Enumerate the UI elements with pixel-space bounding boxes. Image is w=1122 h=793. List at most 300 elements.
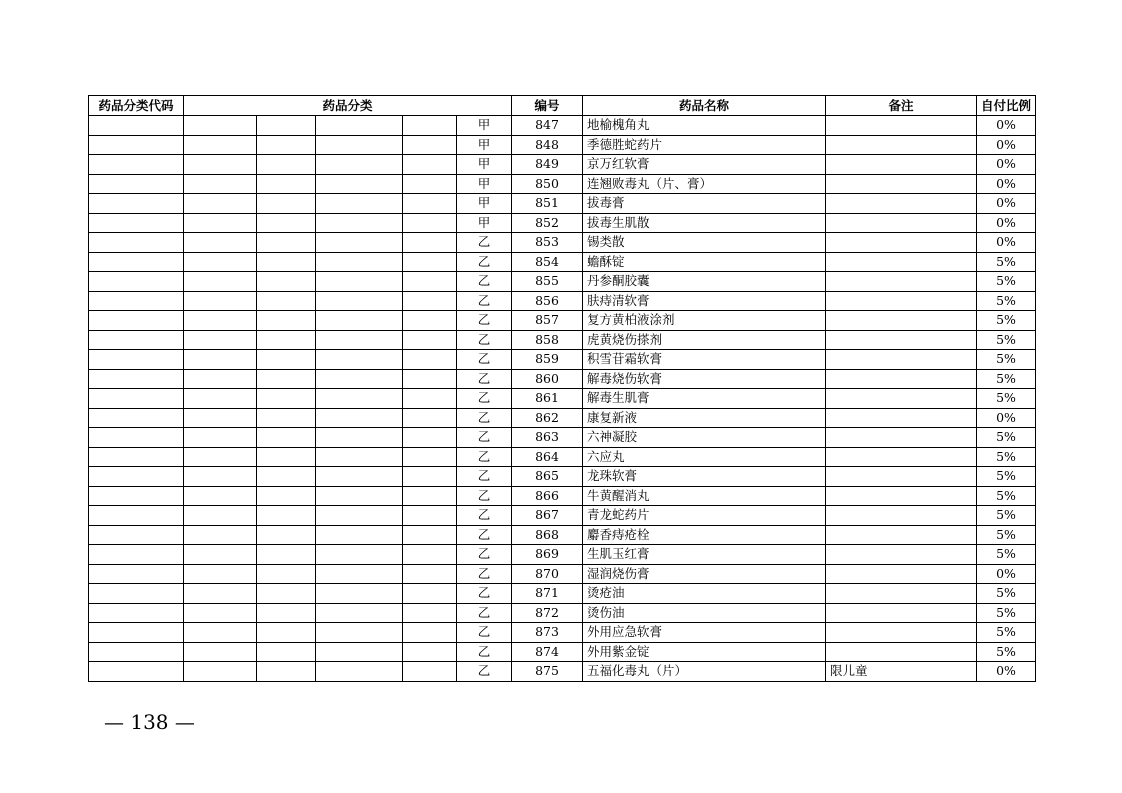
cell-category-3	[316, 584, 403, 604]
cell-category-3	[316, 174, 403, 194]
cell-number: 862	[512, 408, 583, 428]
table-row	[89, 408, 1036, 428]
cell-category-3	[316, 116, 403, 136]
cell-category-2	[257, 642, 316, 662]
cell-grade: 乙	[457, 272, 512, 292]
cell-copay: 0%	[977, 564, 1036, 584]
cell-remark	[826, 545, 977, 565]
cell-number: 853	[512, 233, 583, 253]
cell-category-1	[184, 330, 257, 350]
cell-name: 六应丸	[583, 447, 826, 467]
cell-category-2	[257, 311, 316, 331]
cell-copay: 5%	[977, 506, 1036, 526]
cell-copay: 5%	[977, 330, 1036, 350]
cell-grade: 甲	[457, 174, 512, 194]
cell-code	[89, 584, 184, 604]
cell-code	[89, 623, 184, 643]
cell-name: 湿润烧伤膏	[583, 564, 826, 584]
cell-remark	[826, 525, 977, 545]
table-row	[89, 564, 1036, 584]
table-row	[89, 662, 1036, 682]
cell-category-1	[184, 194, 257, 214]
cell-copay: 5%	[977, 525, 1036, 545]
cell-copay: 0%	[977, 213, 1036, 233]
cell-category-4	[403, 506, 457, 526]
cell-category-1	[184, 116, 257, 136]
cell-remark	[826, 116, 977, 136]
cell-category-1	[184, 135, 257, 155]
cell-code	[89, 291, 184, 311]
cell-code	[89, 662, 184, 682]
cell-remark	[826, 584, 977, 604]
cell-grade: 乙	[457, 584, 512, 604]
table-row	[89, 291, 1036, 311]
cell-remark	[826, 213, 977, 233]
table-row	[89, 155, 1036, 175]
cell-category-2	[257, 545, 316, 565]
cell-name: 蟾酥锭	[583, 252, 826, 272]
cell-category-4	[403, 428, 457, 448]
table-row	[89, 486, 1036, 506]
table-row	[89, 213, 1036, 233]
cell-copay: 5%	[977, 389, 1036, 409]
cell-copay: 5%	[977, 291, 1036, 311]
cell-category-2	[257, 506, 316, 526]
cell-category-4	[403, 603, 457, 623]
cell-number: 856	[512, 291, 583, 311]
cell-grade: 乙	[457, 389, 512, 409]
cell-copay: 5%	[977, 545, 1036, 565]
cell-copay: 0%	[977, 408, 1036, 428]
cell-remark	[826, 389, 977, 409]
cell-code	[89, 194, 184, 214]
table-row	[89, 545, 1036, 565]
cell-category-4	[403, 155, 457, 175]
cell-category-3	[316, 389, 403, 409]
cell-category-2	[257, 116, 316, 136]
cell-category-1	[184, 155, 257, 175]
cell-copay: 5%	[977, 272, 1036, 292]
cell-code	[89, 642, 184, 662]
cell-code	[89, 272, 184, 292]
cell-number: 864	[512, 447, 583, 467]
cell-grade: 乙	[457, 330, 512, 350]
cell-copay: 5%	[977, 252, 1036, 272]
cell-category-3	[316, 447, 403, 467]
cell-category-4	[403, 272, 457, 292]
cell-grade: 乙	[457, 623, 512, 643]
cell-category-4	[403, 135, 457, 155]
cell-copay: 5%	[977, 447, 1036, 467]
cell-category-1	[184, 545, 257, 565]
cell-category-4	[403, 291, 457, 311]
cell-category-4	[403, 525, 457, 545]
cell-number: 866	[512, 486, 583, 506]
table-row	[89, 467, 1036, 487]
cell-number: 875	[512, 662, 583, 682]
cell-code	[89, 330, 184, 350]
cell-grade: 甲	[457, 155, 512, 175]
cell-number: 847	[512, 116, 583, 136]
cell-number: 871	[512, 584, 583, 604]
cell-category-4	[403, 467, 457, 487]
cell-category-2	[257, 525, 316, 545]
cell-grade: 甲	[457, 135, 512, 155]
cell-remark	[826, 330, 977, 350]
cell-category-2	[257, 174, 316, 194]
cell-code	[89, 233, 184, 253]
cell-category-1	[184, 623, 257, 643]
cell-category-4	[403, 623, 457, 643]
cell-category-2	[257, 291, 316, 311]
cell-code	[89, 428, 184, 448]
cell-category-3	[316, 330, 403, 350]
table-row	[89, 428, 1036, 448]
cell-category-4	[403, 233, 457, 253]
cell-category-1	[184, 369, 257, 389]
cell-category-1	[184, 447, 257, 467]
cell-copay: 0%	[977, 662, 1036, 682]
table-body	[89, 116, 1036, 682]
page-number: — 138 —	[104, 710, 195, 734]
cell-category-1	[184, 662, 257, 682]
table-row	[89, 603, 1036, 623]
cell-category-2	[257, 408, 316, 428]
cell-category-3	[316, 350, 403, 370]
cell-name: 拔毒生肌散	[583, 213, 826, 233]
cell-category-4	[403, 662, 457, 682]
cell-category-4	[403, 311, 457, 331]
cell-name: 青龙蛇药片	[583, 506, 826, 526]
cell-category-1	[184, 564, 257, 584]
cell-remark	[826, 369, 977, 389]
cell-category-3	[316, 564, 403, 584]
cell-category-4	[403, 389, 457, 409]
cell-category-3	[316, 545, 403, 565]
cell-category-2	[257, 584, 316, 604]
cell-category-4	[403, 369, 457, 389]
cell-remark	[826, 155, 977, 175]
cell-copay: 5%	[977, 428, 1036, 448]
cell-copay: 5%	[977, 350, 1036, 370]
cell-grade: 甲	[457, 194, 512, 214]
cell-number: 859	[512, 350, 583, 370]
cell-number: 867	[512, 506, 583, 526]
cell-grade: 乙	[457, 369, 512, 389]
cell-category-2	[257, 603, 316, 623]
cell-category-4	[403, 194, 457, 214]
cell-grade: 乙	[457, 545, 512, 565]
cell-code	[89, 174, 184, 194]
cell-name: 连翘败毒丸（片、膏）	[583, 174, 826, 194]
table-row	[89, 642, 1036, 662]
cell-category-1	[184, 311, 257, 331]
cell-grade: 乙	[457, 486, 512, 506]
cell-number: 860	[512, 369, 583, 389]
cell-number: 855	[512, 272, 583, 292]
cell-grade: 甲	[457, 213, 512, 233]
cell-name: 锡类散	[583, 233, 826, 253]
cell-number: 873	[512, 623, 583, 643]
cell-number: 852	[512, 213, 583, 233]
cell-name: 季德胜蛇药片	[583, 135, 826, 155]
drug-table	[88, 95, 1036, 682]
cell-name: 烫疮油	[583, 584, 826, 604]
cell-copay: 0%	[977, 116, 1036, 136]
cell-copay: 0%	[977, 194, 1036, 214]
cell-category-2	[257, 135, 316, 155]
cell-category-1	[184, 467, 257, 487]
cell-category-3	[316, 311, 403, 331]
cell-category-4	[403, 642, 457, 662]
cell-category-1	[184, 174, 257, 194]
cell-category-2	[257, 272, 316, 292]
cell-number: 858	[512, 330, 583, 350]
cell-category-4	[403, 564, 457, 584]
cell-category-1	[184, 252, 257, 272]
cell-name: 五福化毒丸（片）	[583, 662, 826, 682]
cell-code	[89, 116, 184, 136]
cell-category-2	[257, 662, 316, 682]
table-row	[89, 194, 1036, 214]
cell-category-1	[184, 408, 257, 428]
cell-category-2	[257, 564, 316, 584]
cell-number: 848	[512, 135, 583, 155]
cell-category-1	[184, 642, 257, 662]
table-row	[89, 506, 1036, 526]
cell-code	[89, 603, 184, 623]
cell-remark	[826, 623, 977, 643]
cell-category-4	[403, 447, 457, 467]
cell-name: 六神凝胶	[583, 428, 826, 448]
cell-category-4	[403, 174, 457, 194]
cell-category-2	[257, 155, 316, 175]
cell-code	[89, 369, 184, 389]
header-number: 编号	[512, 96, 583, 116]
table-row	[89, 350, 1036, 370]
cell-category-4	[403, 252, 457, 272]
table-row	[89, 623, 1036, 643]
cell-remark	[826, 135, 977, 155]
cell-category-3	[316, 194, 403, 214]
cell-category-2	[257, 428, 316, 448]
cell-number: 874	[512, 642, 583, 662]
cell-category-1	[184, 584, 257, 604]
cell-grade: 甲	[457, 116, 512, 136]
cell-copay: 0%	[977, 174, 1036, 194]
cell-category-2	[257, 252, 316, 272]
cell-number: 850	[512, 174, 583, 194]
cell-copay: 5%	[977, 467, 1036, 487]
cell-name: 复方黄柏液涂剂	[583, 311, 826, 331]
cell-copay: 0%	[977, 155, 1036, 175]
cell-remark: 限儿童	[826, 662, 977, 682]
cell-remark	[826, 564, 977, 584]
cell-code	[89, 252, 184, 272]
cell-grade: 乙	[457, 291, 512, 311]
table-row	[89, 584, 1036, 604]
header-remark: 备注	[826, 96, 977, 116]
cell-category-3	[316, 233, 403, 253]
cell-category-2	[257, 213, 316, 233]
cell-name: 龙珠软膏	[583, 467, 826, 487]
cell-category-2	[257, 447, 316, 467]
cell-category-3	[316, 252, 403, 272]
cell-category-3	[316, 213, 403, 233]
cell-number: 851	[512, 194, 583, 214]
cell-grade: 乙	[457, 408, 512, 428]
cell-name: 解毒烧伤软膏	[583, 369, 826, 389]
cell-category-4	[403, 584, 457, 604]
cell-category-4	[403, 408, 457, 428]
cell-category-3	[316, 428, 403, 448]
cell-category-1	[184, 506, 257, 526]
cell-category-1	[184, 272, 257, 292]
cell-category-4	[403, 116, 457, 136]
cell-name: 积雪苷霜软膏	[583, 350, 826, 370]
cell-category-3	[316, 272, 403, 292]
cell-number: 872	[512, 603, 583, 623]
table-row	[89, 174, 1036, 194]
cell-remark	[826, 272, 977, 292]
cell-name: 康复新液	[583, 408, 826, 428]
cell-remark	[826, 467, 977, 487]
cell-name: 拔毒膏	[583, 194, 826, 214]
cell-category-2	[257, 330, 316, 350]
cell-name: 麝香痔疮栓	[583, 525, 826, 545]
cell-code	[89, 447, 184, 467]
cell-remark	[826, 642, 977, 662]
cell-category-4	[403, 213, 457, 233]
cell-name: 牛黄醒消丸	[583, 486, 826, 506]
cell-number: 865	[512, 467, 583, 487]
cell-category-2	[257, 233, 316, 253]
cell-grade: 乙	[457, 525, 512, 545]
cell-code	[89, 311, 184, 331]
table-row	[89, 135, 1036, 155]
cell-copay: 5%	[977, 642, 1036, 662]
cell-remark	[826, 291, 977, 311]
cell-remark	[826, 603, 977, 623]
cell-category-2	[257, 623, 316, 643]
cell-name: 丹参酮胶囊	[583, 272, 826, 292]
cell-remark	[826, 486, 977, 506]
cell-category-1	[184, 486, 257, 506]
cell-category-2	[257, 350, 316, 370]
cell-number: 870	[512, 564, 583, 584]
cell-code	[89, 486, 184, 506]
cell-grade: 乙	[457, 252, 512, 272]
header-code: 药品分类代码	[89, 96, 184, 116]
cell-grade: 乙	[457, 603, 512, 623]
cell-code	[89, 525, 184, 545]
cell-remark	[826, 174, 977, 194]
cell-copay: 5%	[977, 584, 1036, 604]
cell-remark	[826, 428, 977, 448]
cell-grade: 乙	[457, 506, 512, 526]
cell-grade: 乙	[457, 447, 512, 467]
cell-category-3	[316, 135, 403, 155]
cell-name: 地榆槐角丸	[583, 116, 826, 136]
cell-grade: 乙	[457, 467, 512, 487]
cell-number: 849	[512, 155, 583, 175]
cell-code	[89, 350, 184, 370]
cell-code	[89, 408, 184, 428]
cell-name: 京万红软膏	[583, 155, 826, 175]
cell-category-1	[184, 603, 257, 623]
table-row	[89, 525, 1036, 545]
cell-number: 863	[512, 428, 583, 448]
cell-name: 生肌玉红膏	[583, 545, 826, 565]
table-row	[89, 252, 1036, 272]
cell-category-3	[316, 486, 403, 506]
cell-code	[89, 564, 184, 584]
cell-number: 861	[512, 389, 583, 409]
cell-category-1	[184, 389, 257, 409]
table-header-row	[89, 96, 1036, 116]
cell-name: 烫伤油	[583, 603, 826, 623]
cell-copay: 0%	[977, 233, 1036, 253]
cell-copay: 5%	[977, 311, 1036, 331]
cell-category-4	[403, 350, 457, 370]
cell-category-3	[316, 525, 403, 545]
cell-name: 虎黄烧伤搽剂	[583, 330, 826, 350]
cell-copay: 5%	[977, 369, 1036, 389]
cell-copay: 5%	[977, 486, 1036, 506]
cell-number: 857	[512, 311, 583, 331]
cell-category-1	[184, 233, 257, 253]
cell-code	[89, 213, 184, 233]
cell-category-3	[316, 642, 403, 662]
cell-code	[89, 545, 184, 565]
cell-category-4	[403, 486, 457, 506]
cell-category-3	[316, 662, 403, 682]
cell-grade: 乙	[457, 233, 512, 253]
table-row	[89, 272, 1036, 292]
cell-remark	[826, 252, 977, 272]
header-name: 药品名称	[583, 96, 826, 116]
cell-code	[89, 467, 184, 487]
cell-number: 854	[512, 252, 583, 272]
table-row	[89, 389, 1036, 409]
cell-category-3	[316, 369, 403, 389]
header-category: 药品分类	[184, 96, 512, 116]
cell-grade: 乙	[457, 564, 512, 584]
cell-remark	[826, 311, 977, 331]
cell-remark	[826, 506, 977, 526]
cell-category-1	[184, 350, 257, 370]
cell-remark	[826, 408, 977, 428]
cell-grade: 乙	[457, 662, 512, 682]
cell-category-3	[316, 155, 403, 175]
cell-copay: 5%	[977, 603, 1036, 623]
cell-name: 肤痔清软膏	[583, 291, 826, 311]
cell-category-3	[316, 408, 403, 428]
cell-category-2	[257, 389, 316, 409]
cell-code	[89, 155, 184, 175]
cell-category-3	[316, 506, 403, 526]
cell-category-1	[184, 428, 257, 448]
cell-grade: 乙	[457, 350, 512, 370]
cell-code	[89, 506, 184, 526]
cell-category-1	[184, 291, 257, 311]
cell-name: 外用紫金锭	[583, 642, 826, 662]
cell-remark	[826, 350, 977, 370]
cell-grade: 乙	[457, 311, 512, 331]
cell-grade: 乙	[457, 428, 512, 448]
cell-category-2	[257, 486, 316, 506]
cell-category-3	[316, 291, 403, 311]
